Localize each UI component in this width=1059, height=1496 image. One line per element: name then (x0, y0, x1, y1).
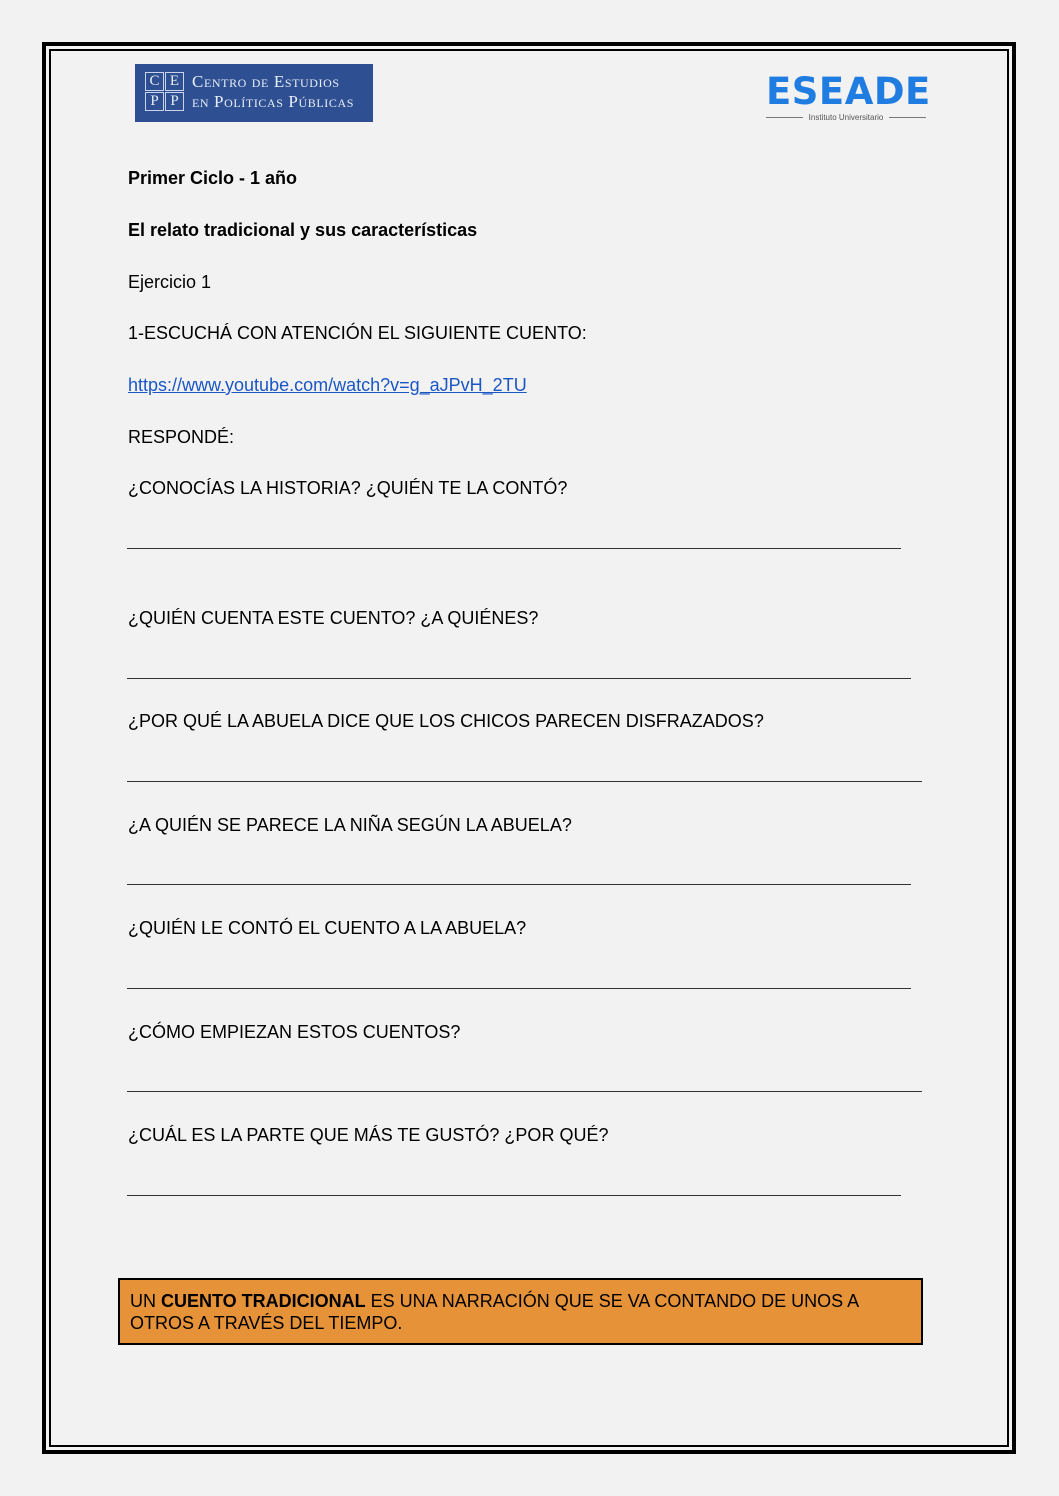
cepp-letter: E (165, 72, 184, 91)
answer-line-7[interactable] (127, 1195, 901, 1196)
eseade-logo (766, 70, 931, 124)
cepp-letter-grid (145, 72, 187, 114)
answer-line-2[interactable] (127, 678, 911, 679)
answer-line-4[interactable] (127, 884, 911, 885)
cycle-heading: Primer Ciclo - 1 año (128, 168, 298, 188)
answer-line-5[interactable] (127, 988, 911, 989)
cepp-logo-line-2: en Políticas Públicas (192, 92, 355, 111)
question-6: ¿CÓMO EMPIEZAN ESTOS CUENTOS? (128, 1022, 461, 1042)
eseade-logo-subtitle (766, 111, 926, 123)
cepp-letter: P (165, 92, 184, 111)
cepp-letter: P (145, 92, 164, 111)
question-4: ¿A QUIÉN SE PARECE LA NIÑA SEGÚN LA ABUELA? (128, 815, 572, 835)
answer-line-6[interactable] (127, 1091, 922, 1092)
exercise-label: Ejercicio 1 (128, 272, 212, 292)
answer-line-3[interactable] (127, 781, 922, 782)
definition-text: ES UNA NARRACIÓN QUE SE VA CONTANDO DE UNOS A OTROS A TRAVÉS DEL TIEMPO. (130, 1291, 859, 1333)
instruction-text: 1-ESCUCHÁ CON ATENCIÓN EL SIGUIENTE CUENTO: (128, 323, 587, 343)
respond-label: RESPONDÉ: (128, 427, 235, 447)
video-link[interactable]: https://www.youtube.com/watch?v=g_aJPvH_2TU (128, 375, 527, 395)
eseade-subtitle-text: Instituto Universitario (808, 112, 884, 122)
cepp-logo-line-1: Centro de Estudios (192, 72, 340, 91)
question-3: ¿POR QUÉ LA ABUELA DICE QUE LOS CHICOS PARECEN DISFRAZADOS? (128, 711, 764, 731)
cepp-letter: C (145, 72, 164, 91)
question-2: ¿QUIÉN CUENTA ESTE CUENTO? ¿A QUIÉNES? (128, 608, 539, 628)
definition-prefix: UN (130, 1291, 161, 1311)
definition-box (118, 1278, 923, 1345)
page-border-inner (49, 49, 1009, 1447)
cepp-logo (135, 64, 373, 122)
eseade-logo-wordmark: ESEADE (766, 70, 931, 113)
question-7: ¿CUÁL ES LA PARTE QUE MÁS TE GUSTÓ? ¿POR QUÉ? (128, 1125, 609, 1145)
question-1: ¿CONOCÍAS LA HISTORIA? ¿QUIÉN TE LA CONTÓ? (128, 478, 568, 498)
topic-heading: El relato tradicional y sus características (128, 220, 478, 240)
definition-highlight: CUENTO TRADICIONAL (161, 1291, 366, 1311)
question-5: ¿QUIÉN LE CONTÓ EL CUENTO A LA ABUELA? (128, 918, 527, 938)
answer-line-1[interactable] (127, 548, 901, 549)
